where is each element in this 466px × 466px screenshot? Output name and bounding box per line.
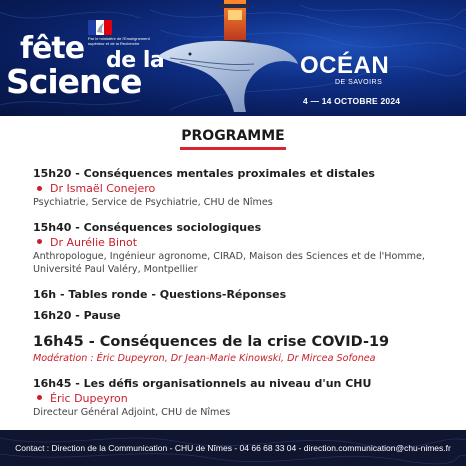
whale-illustration	[150, 0, 300, 116]
speaker-name: Éric Dupeyron	[50, 391, 128, 405]
programme-item	[33, 376, 453, 420]
logo-science: Science	[6, 62, 142, 101]
item-title: 15h40 - Conséquences sociologiques	[33, 220, 262, 234]
ministry-text: Par le ministère de l'Enseignement supérieur et de la Recherche	[88, 36, 150, 46]
speaker-name: Dr Aurélie Binot	[50, 235, 138, 249]
header-banner	[0, 0, 466, 116]
event-dates: 4 — 14 OCTOBRE 2024	[303, 96, 401, 106]
theme-subtitle: DE SAVOIRS	[335, 79, 383, 86]
programme-title: PROGRAMME	[181, 128, 285, 144]
programme-item	[33, 220, 453, 277]
bullet-icon	[37, 186, 42, 191]
theme-title: OCÉAN	[300, 52, 390, 79]
programme-list	[33, 166, 453, 429]
programme-item	[33, 287, 453, 302]
programme-item-featured	[33, 333, 453, 366]
contact-info: Contact : Direction de la Communication - CHU de Nîmes - 04 66 68 33 04 - direction.communication@chu-nimes.fr	[15, 443, 451, 453]
moderation: Modération : Éric Dupeyron, Dr Jean-Marie Kinowski, Dr Mircea Sofonea	[33, 352, 376, 364]
programme-item	[33, 166, 453, 210]
speaker	[33, 391, 453, 406]
affiliation: Psychiatrie, Service de Psychiatrie, CHU de Nîmes	[33, 197, 273, 208]
lighthouse-illustration	[220, 0, 250, 46]
logo-de-la: de la	[106, 48, 165, 73]
affiliation: Directeur Général Adjoint, CHU de Nîmes	[33, 406, 231, 418]
title-underline	[180, 147, 286, 150]
item-title: 16h20 - Pause	[33, 308, 121, 322]
bullet-icon	[37, 239, 42, 244]
item-title: 15h20 - Conséquences mentales proximales et distales	[33, 167, 375, 180]
logo-fete: fête	[20, 31, 85, 66]
speaker	[33, 235, 453, 250]
item-title: 16h45 - Conséquences de la crise COVID-19	[33, 333, 390, 350]
footer	[0, 430, 466, 466]
item-title: 16h45 - Les défis organisationnels au niveau d'un CHU	[33, 376, 372, 390]
marianne-logo	[88, 20, 122, 35]
speaker-name: Dr Ismaël Conejero	[50, 182, 156, 195]
item-title: 16h - Tables ronde - Questions-Réponses	[33, 287, 287, 301]
affiliation: Anthropologue, Ingénieur agronome, CIRAD, Maison des Sciences et de l'Homme, Université Paul Valéry, Montpellier	[33, 250, 425, 275]
bullet-icon	[37, 395, 42, 400]
speaker	[33, 181, 453, 196]
programme-item	[33, 308, 453, 323]
